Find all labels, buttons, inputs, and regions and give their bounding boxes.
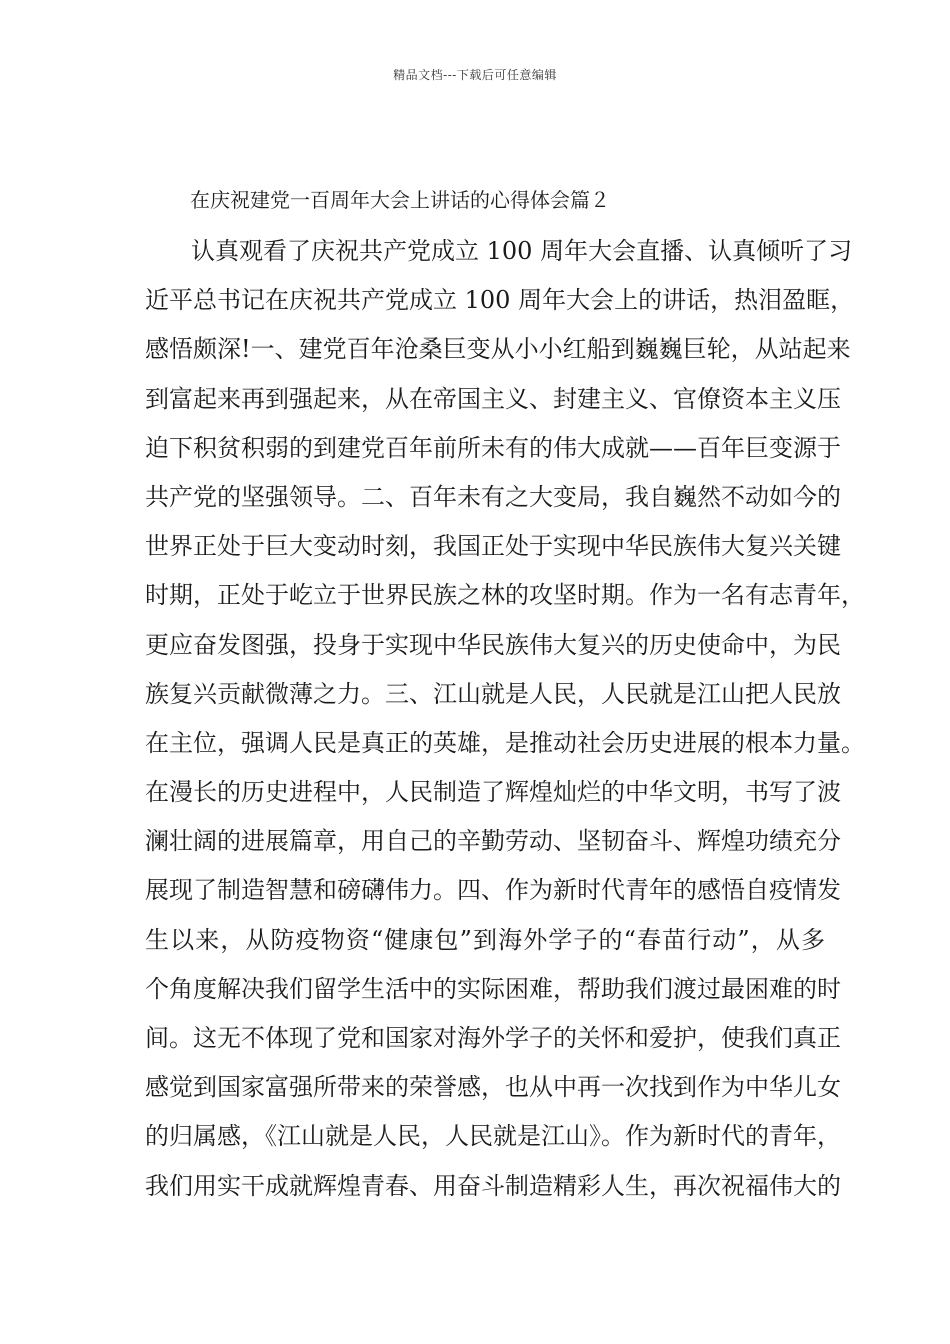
body-line: 生以来，从防疫物资“健康包”到海外学子的“春苗行动”，从多	[145, 925, 825, 954]
body-line: 世界正处于巨大变动时刻，我国正处于实现中华民族伟大复兴关键	[145, 532, 841, 561]
body-line: 到富起来再到强起来，从在帝国主义、封建主义、官僚资本主义压	[145, 384, 841, 413]
body-line: 认真观看了庆祝共产党成立 100 周年大会直播、认真倾听了习	[191, 237, 853, 265]
body-line: 我们用实干成就辉煌青春、用奋斗制造精彩人生，再次祝福伟大的	[145, 1171, 841, 1200]
body-line: 感觉到国家富强所带来的荣誉感，也从中再一次找到作为中华儿女	[145, 1073, 841, 1102]
document-title: 在庆祝建党一百周年大会上讲话的心得体会篇２	[190, 188, 610, 212]
body-line: 族复兴贡献微薄之力。三、江山就是人民，人民就是江山把人民放	[145, 679, 841, 708]
body-line: 个角度解决我们留学生活中的实际困难，帮助我们渡过最困难的时	[145, 974, 841, 1003]
body-line: 间。这无不体现了党和国家对海外学子的关怀和爱护，使我们真正	[145, 1024, 841, 1052]
body-line: 时期，正处于屹立于世界民族之林的攻坚时期。作为一名有志青年，	[145, 581, 865, 610]
body-line: 共产党的坚强领导。二、百年未有之大变局，我自巍然不动如今的	[145, 482, 841, 511]
body-line: 迫下积贫积弱的到建党百年前所未有的伟大成就——百年巨变源于	[145, 433, 841, 462]
body-line: 更应奋发图强，投身于实现中华民族伟大复兴的历史使命中，为民	[145, 630, 841, 659]
body-line: 近平总书记在庆祝共产党成立 100 周年大会上的讲话，热泪盈眶，	[145, 286, 855, 315]
body-line: 澜壮阔的进展篇章，用自己的辛勤劳动、坚韧奋斗、辉煌功绩充分	[145, 827, 841, 856]
body-line: 展现了制造智慧和磅礴伟力。四、作为新时代青年的感悟自疫情发	[145, 876, 841, 905]
body-line: 感悟颇深!一、建党百年沧桑巨变从小小红船到巍巍巨轮，从站起来	[145, 335, 851, 364]
page-header: 精品文档---下载后可任意编辑	[393, 68, 557, 82]
body-line: 在漫长的历史进程中，人民制造了辉煌灿烂的中华文明，书写了波	[145, 778, 841, 807]
body-line: 的归属感，《江山就是人民，人民就是江山》。作为新时代的青年，	[145, 1122, 841, 1151]
document-body	[145, 233, 865, 1217]
body-line: 在主位，强调人民是真正的英雄，是推动社会历史进展的根本力量。	[145, 728, 865, 757]
